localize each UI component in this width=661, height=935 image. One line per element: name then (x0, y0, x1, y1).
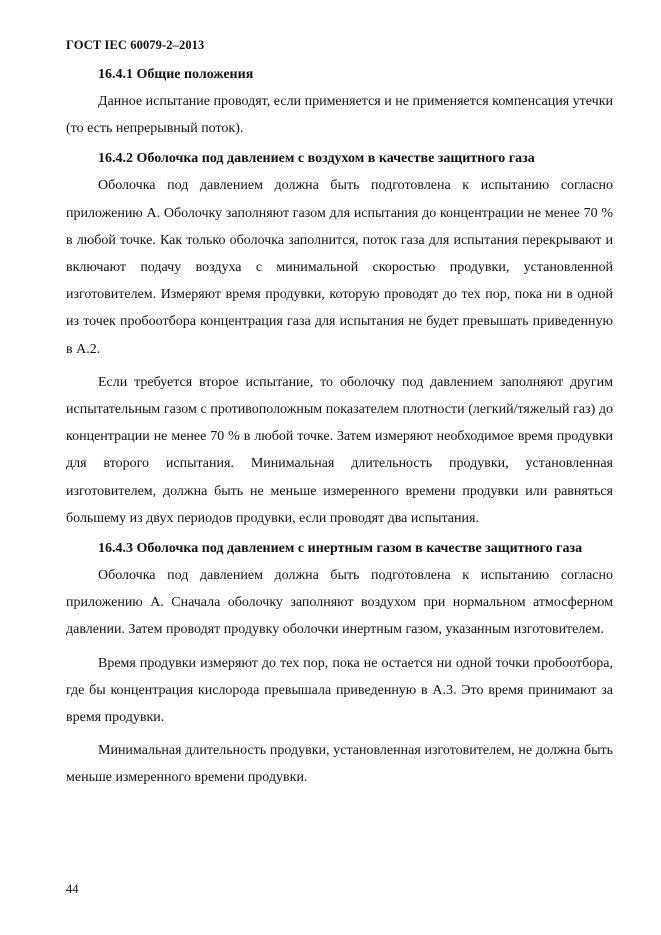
document-standard-header: ГОСТ IEC 60079-2–2013 (66, 38, 205, 52)
paragraph: Данное испытание проводят, если применяется и не применяется компенсация утечки (то есть непрерывный поток). (66, 94, 613, 137)
section-heading-16-4-1: 16.4.1 Общие положения (98, 67, 254, 82)
paragraph: Время продувки измеряют до тех пор, пока не остается ни одной точки пробоотбора, где бы концентрация кислорода превышала приведенную в А.3. Это время принимают за время продувки. (66, 655, 613, 726)
section-heading-16-4-2: 16.4.2 Оболочка под давлением с воздухом в качестве защитного газа (98, 151, 535, 167)
page-number: 44 (66, 882, 79, 896)
paragraph: Оболочка под давлением должна быть подготовлена к испытанию согласно приложению А. Сначала оболочку заполняют воздухом при нормальном атмосферном давлении. Затем проводят продувку оболочки инертным газом, указанным изготовителем. (66, 568, 613, 638)
section-heading-16-4-3: 16.4.3 Оболочка под давлением с инертным газом в качестве защитного газа (98, 541, 583, 557)
paragraph: Минимальная длительность продувки, установленная изготовителем, не должна быть меньше измеренного времени продувки. (66, 743, 613, 786)
paragraph: Если требуется второе испытание, то оболочку под давлением заполняют другим испытательным газом с противоположным показателем плотности (легкий/тяжелый газ) до концентрации не менее 70 % в любой точке. Затем измеряют необходимое время продувки для второго испытания. Минимальная длительность продувки, установленная изготовителем, должна быть не меньше измеренного времени продувки или равняться большему из двух периодов продувки, если проводят два испытания. (66, 374, 613, 526)
document-body (66, 61, 613, 792)
paragraph: Оболочка под давлением должна быть подготовлена к испытанию согласно приложению А. Оболочку заполняют газом для испытания до концентрации не менее 70 % в любой точке. Как только оболочка заполнится, поток газа для испытания перекрывают и включают подачу воздуха с минимальной скоростью продувки, установленной изготовителем. Измеряют время продувки, которую проводят до тех пор, пока ни в одной из точек пробоотбора концентрация газа для испытания не будет превышать приведенную в А.2. (66, 178, 613, 357)
